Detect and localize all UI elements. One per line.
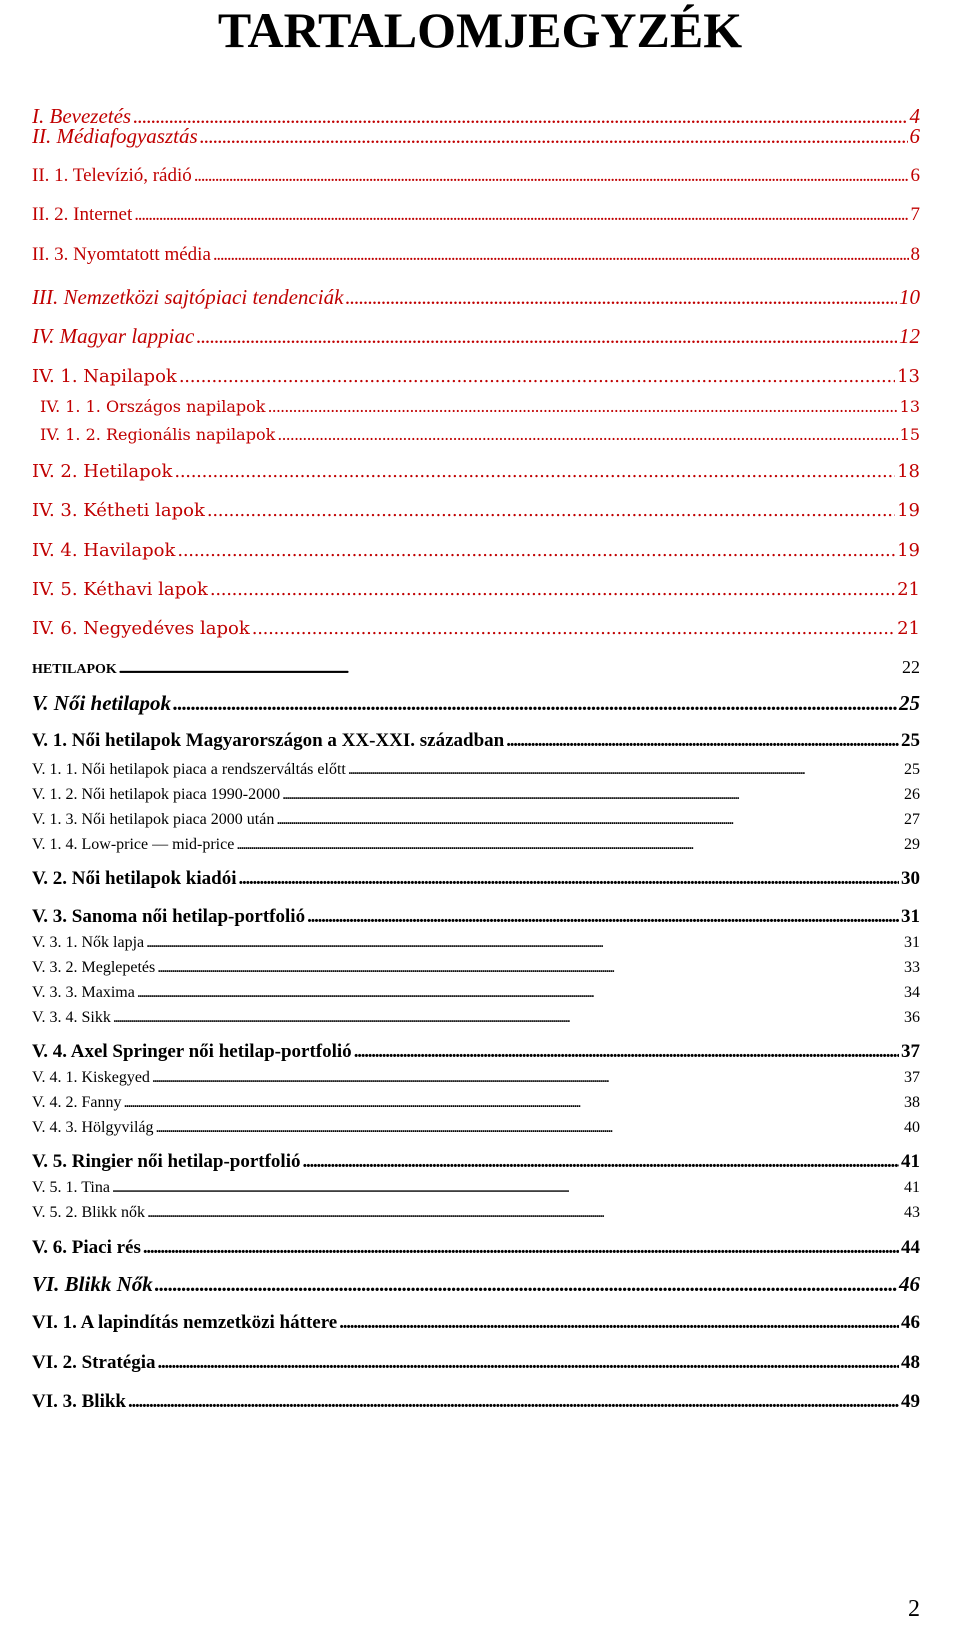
toc-entry[interactable]: V. 1. 3. Női hetilapok piaca 2000 után . . . 27 — [32, 811, 920, 829]
toc-entry[interactable]: II. Médiafogyasztás . . . 6 — [32, 124, 920, 149]
toc-entry[interactable]: V. 3. 2. Meglepetés . . . 33 — [32, 959, 920, 977]
page-title: TARTALOMJEGYZÉK — [217, 2, 743, 58]
toc-entry[interactable]: V. 3. Sanoma női hetilap-portfolió . . . 31 — [32, 906, 920, 928]
toc-entry[interactable]: V. 6. Piaci rés . . . 44 — [32, 1237, 920, 1259]
toc-entry[interactable]: IV. 1. 2. Regionális napilapok . . . 15 — [40, 425, 920, 444]
toc-entry[interactable]: HETILAPOK . . . 22 — [32, 657, 920, 678]
toc-entry[interactable]: V. 5. 1. Tina . . . 41 — [32, 1179, 920, 1197]
toc-entry[interactable]: III. Nemzetközi sajtópiaci tendenciák . . . 10 — [32, 285, 920, 310]
toc-entry[interactable]: II. 1. Televízió, rádió . . . 6 — [32, 165, 920, 187]
toc-entry[interactable]: V. 3. 1. Nők lapja . . . 31 — [32, 934, 920, 952]
toc-entry[interactable]: V. 3. 4. Sikk . . . 36 — [32, 1009, 920, 1027]
page-number: 2 — [908, 1596, 920, 1622]
toc-entry[interactable]: V. 3. 3. Maxima . . . 34 — [32, 984, 920, 1002]
toc-entry[interactable]: V. 4. 2. Fanny . . . 38 — [32, 1094, 920, 1112]
toc-entry[interactable]: V. 1. Női hetilapok Magyarországon a XX-XXI. században . . . 25 — [32, 730, 920, 752]
toc-entry[interactable]: V. 5. Ringier női hetilap-portfolió . . . 41 — [32, 1151, 920, 1173]
toc-entry[interactable]: I. Bevezetés . . . 4 — [32, 104, 920, 129]
toc-entry[interactable]: V. 1. 4. Low-price — mid-price . . . 29 — [32, 836, 920, 854]
toc-entry[interactable]: IV. 3. Kétheti lapok . . . 19 — [32, 500, 920, 521]
toc-entry[interactable]: IV. 4. Havilapok . . . 19 — [32, 540, 920, 561]
toc-entry[interactable]: V. 2. Női hetilapok kiadói . . . 30 — [32, 868, 920, 890]
toc-entry[interactable]: VI. 2. Stratégia . . . 48 — [32, 1352, 920, 1374]
toc-entry[interactable]: V. 4. Axel Springer női hetilap-portfolió . . . 37 — [32, 1041, 920, 1063]
toc-entry[interactable]: IV. 2. Hetilapok . . . 18 — [32, 461, 920, 482]
toc-entry[interactable]: VI. 1. A lapindítás nemzetközi háttere . . . 46 — [32, 1312, 920, 1334]
toc-entry[interactable]: VI. Blikk Nők . . . 46 — [32, 1272, 920, 1297]
toc-entry[interactable]: V. Női hetilapok . . . 25 — [32, 691, 920, 716]
toc-entry[interactable]: V. 5. 2. Blikk nők . . . 43 — [32, 1204, 920, 1222]
toc-entry[interactable]: II. 2. Internet . . . 7 — [32, 204, 920, 226]
toc-entry[interactable]: IV. 6. Negyedéves lapok . . . 21 — [32, 618, 920, 639]
toc-entry[interactable]: V. 1. 1. Női hetilapok piaca a rendszerváltás előtt . . . 25 — [32, 761, 920, 779]
toc-entry[interactable]: V. 4. 3. Hölgyvilág . . . 40 — [32, 1119, 920, 1137]
toc-entry[interactable]: IV. 5. Kéthavi lapok . . . 21 — [32, 579, 920, 600]
toc-entry[interactable]: IV. 1. 1. Országos napilapok . . . 13 — [40, 397, 920, 416]
toc-entry[interactable]: IV. Magyar lappiac . . . 12 — [32, 324, 920, 349]
toc-entry[interactable]: II. 3. Nyomtatott média . . . 8 — [32, 244, 920, 266]
toc-entry[interactable]: VI. 3. Blikk . . . 49 — [32, 1391, 920, 1413]
toc-entry[interactable]: V. 4. 1. Kiskegyed . . . 37 — [32, 1069, 920, 1087]
toc-entry[interactable]: IV. 1. Napilapok . . . 13 — [32, 366, 920, 387]
toc-entry[interactable]: V. 1. 2. Női hetilapok piaca 1990-2000 . . . 26 — [32, 786, 920, 804]
